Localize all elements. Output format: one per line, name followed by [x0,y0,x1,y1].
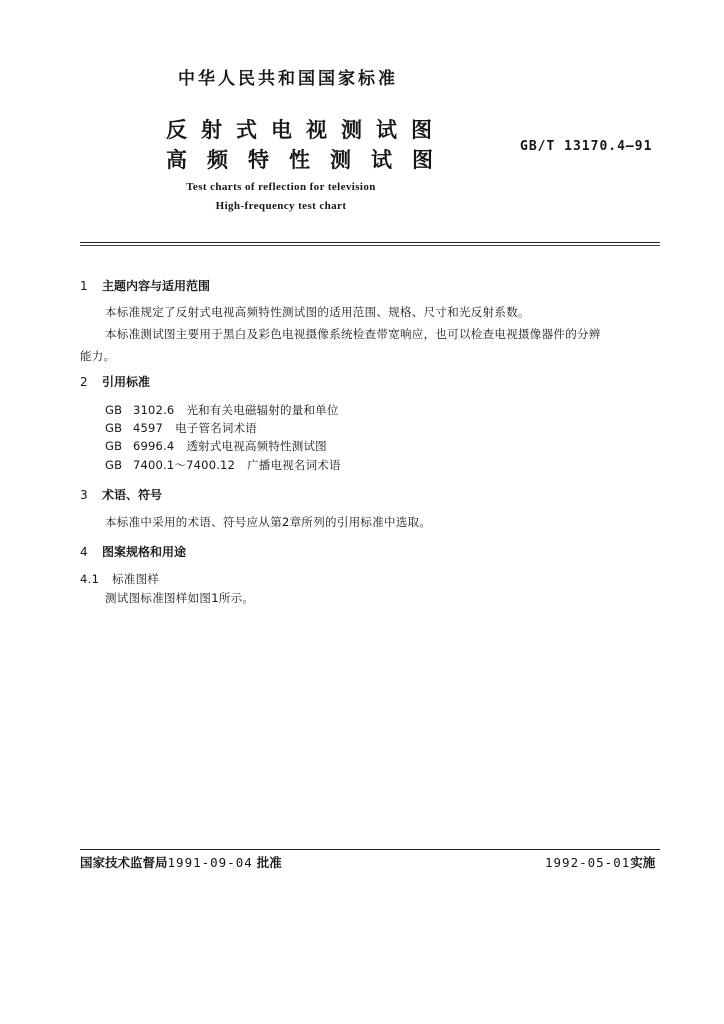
section-number: 4 [80,545,88,559]
section-3-heading [80,486,162,503]
reference-number: 6996.4 [133,439,175,453]
reference-prefix: GB [105,421,123,435]
subsection-4-1-paragraph-1: 测试图标准图样如图1所示。 [105,591,255,605]
section-title: 图案规格和用途 [102,545,187,559]
reference-number: 4597 [133,421,164,435]
section-4-heading [80,543,186,560]
header-divider-secondary [80,245,660,246]
section-title: 主题内容与适用范围 [102,279,211,293]
approval-date: 1991-09-04 [167,855,253,870]
implementation-line [545,853,655,871]
footer-divider [80,849,660,850]
reference-prefix: GB [105,439,123,453]
section-1-heading [80,277,210,294]
reference-title: 透射式电视高频特性测试图 [186,439,327,453]
section-2-heading [80,373,150,390]
section-1-paragraph-2: 本标准测试图主要用于黑白及彩色电视摄像系统检查带宽响应，也可以检查电视摄像器件的分辨 [105,327,601,341]
section-number: 1 [80,279,88,293]
reference-row [105,402,339,418]
approval-organization: 国家技术监督局 [80,855,168,870]
standard-organization: 中华人民共和国国家标准 [178,69,398,89]
section-title: 引用标准 [102,375,151,389]
section-1-paragraph-1: 本标准规定了反射式电视高频特性测试图的适用范围、规格、尺寸和光反射系数。 [105,305,530,319]
reference-row [105,420,257,436]
reference-prefix: GB [105,458,123,472]
approval-line [80,853,282,871]
english-title-line2: High-frequency test chart [215,200,347,212]
standard-code: GB/T 13170.4—91 [520,139,653,154]
section-1-paragraph-2-continued: 能力。 [80,349,116,363]
reference-row [105,438,327,454]
subsection-title: 标准图样 [112,572,160,586]
section-number: 2 [80,375,88,389]
reference-row [105,457,341,473]
english-title-line1: Test charts of reflection for television [186,181,376,193]
reference-title: 广播电视名词术语 [247,458,341,472]
reference-title: 光和有关电磁辐射的量和单位 [186,403,339,417]
section-3-paragraph-1: 本标准中采用的术语、符号应从第2章所列的引用标准中选取。 [105,515,432,529]
subsection-4-1-heading [80,571,159,587]
document-title-line1: 反射式电视测试图 [166,118,446,142]
subsection-number: 4.1 [80,572,100,586]
approval-suffix: 批准 [256,855,282,870]
implementation-date: 1992-05-01 [545,855,631,870]
document-title-line2: 高频特性测试图 [166,148,453,172]
reference-number: 3102.6 [133,403,175,417]
reference-prefix: GB [105,403,123,417]
implementation-suffix: 实施 [630,855,656,870]
section-title: 术语、符号 [102,488,163,502]
reference-number: 7400.1～7400.12 [133,458,236,472]
section-number: 3 [80,488,88,502]
reference-title: 电子管名词术语 [175,421,257,435]
header-divider [80,242,660,243]
